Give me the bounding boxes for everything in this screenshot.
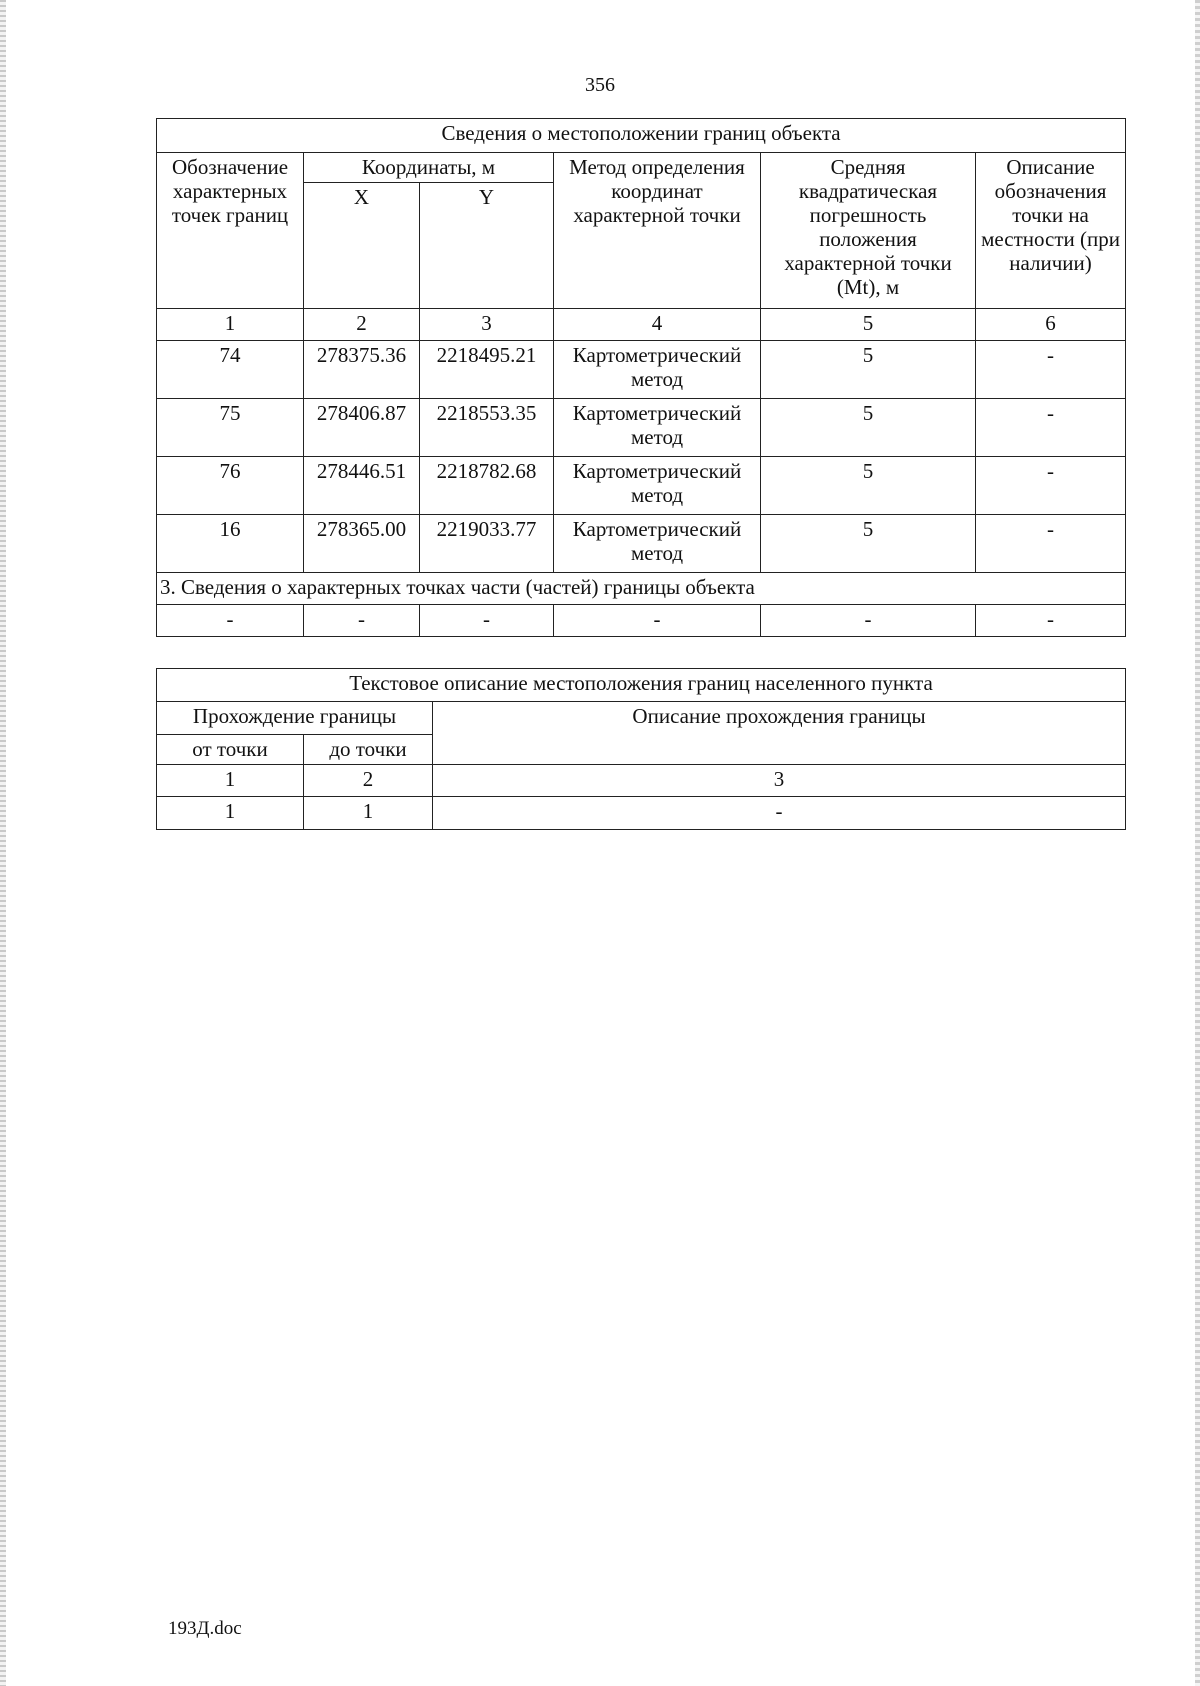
header-passage: Прохождение границы	[157, 702, 433, 735]
coord-y: 2219033.77	[420, 515, 554, 573]
header-description: Описание обозначения точки на местности (при наличии)	[976, 153, 1126, 309]
column-number: 6	[976, 309, 1126, 341]
description: -	[976, 341, 1126, 399]
table1-title: Сведения о местоположении границ объекта	[157, 119, 1126, 153]
column-number: 2	[304, 765, 433, 797]
header-x: X	[304, 183, 420, 309]
point-id: 74	[157, 341, 304, 399]
column-number: 3	[433, 765, 1126, 797]
scan-edge-right	[1195, 0, 1200, 1686]
table2-title: Текстовое описание местоположения границ населенного пункта	[157, 669, 1126, 702]
section3-title: 3. Сведения о характерных точках части (частей) границы объекта	[157, 573, 1126, 605]
column-number: 4	[554, 309, 761, 341]
point-id: 76	[157, 457, 304, 515]
description: -	[976, 515, 1126, 573]
header-method: Метод определения координат характерной точки	[554, 153, 761, 309]
column-number: 5	[761, 309, 976, 341]
to-point: 1	[304, 797, 433, 830]
coord-y: 2218553.35	[420, 399, 554, 457]
section3-cell: -	[976, 605, 1126, 637]
from-point: 1	[157, 797, 304, 830]
point-id: 75	[157, 399, 304, 457]
description: -	[976, 399, 1126, 457]
passage-description: -	[433, 797, 1126, 830]
header-to-point: до точки	[304, 735, 433, 765]
table-row	[157, 457, 1126, 515]
coord-x: 278446.51	[304, 457, 420, 515]
coord-y: 2218495.21	[420, 341, 554, 399]
table-row	[157, 605, 1126, 637]
error: 5	[761, 341, 976, 399]
section3-cell: -	[761, 605, 976, 637]
section3-cell: -	[304, 605, 420, 637]
table-row	[157, 399, 1126, 457]
coord-x: 278406.87	[304, 399, 420, 457]
point-id: 16	[157, 515, 304, 573]
boundary-points-table	[156, 118, 1126, 637]
table-row	[157, 341, 1126, 399]
section3-cell: -	[554, 605, 761, 637]
coord-y: 2218782.68	[420, 457, 554, 515]
description: -	[976, 457, 1126, 515]
column-number: 3	[420, 309, 554, 341]
error: 5	[761, 457, 976, 515]
table-row	[157, 515, 1126, 573]
error: 5	[761, 399, 976, 457]
column-number: 1	[157, 765, 304, 797]
header-error: Средняя квадратическая погрешность положения характерной точки (Mt), м	[761, 153, 976, 309]
header-from-point: от точки	[157, 735, 304, 765]
method: Картометрический метод	[554, 457, 761, 515]
section3-cell: -	[420, 605, 554, 637]
scan-edge-left	[0, 0, 6, 1686]
header-coordinates: Координаты, м	[304, 153, 554, 183]
header-passage-description: Описание прохождения границы	[433, 702, 1126, 765]
coord-x: 278375.36	[304, 341, 420, 399]
boundary-description-table	[156, 668, 1126, 830]
header-y: Y	[420, 183, 554, 309]
column-number: 1	[157, 309, 304, 341]
column-number: 2	[304, 309, 420, 341]
table-row	[157, 797, 1126, 830]
error: 5	[761, 515, 976, 573]
method: Картометрический метод	[554, 515, 761, 573]
section3-cell: -	[157, 605, 304, 637]
method: Картометрический метод	[554, 341, 761, 399]
coord-x: 278365.00	[304, 515, 420, 573]
footer-filename: 193Д.doc	[168, 1618, 242, 1639]
header-designation: Обозначение характерных точек границ	[157, 153, 304, 309]
method: Картометрический метод	[554, 399, 761, 457]
page-number: 356	[585, 74, 615, 96]
